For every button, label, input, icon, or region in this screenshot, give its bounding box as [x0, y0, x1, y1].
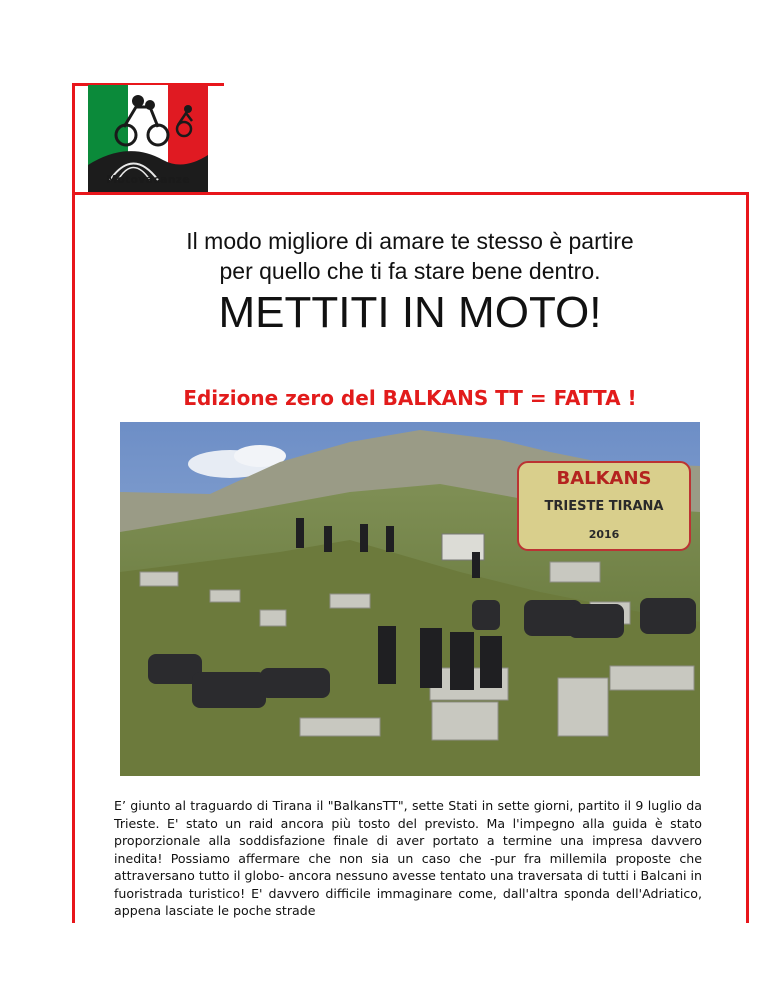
frame-right	[746, 192, 749, 923]
headline: METTITI IN MOTO!	[218, 288, 602, 337]
frame-top	[72, 192, 749, 195]
quote-line-1: Il modo migliore di amare te stesso è partire	[186, 228, 634, 254]
motovacanze-logo	[88, 85, 208, 192]
badge-title: BALKANS	[556, 468, 652, 489]
badge-year: 2016	[588, 528, 620, 541]
mountain-landscape-image	[120, 422, 700, 776]
badge-text: TRIESTE TIRANA	[544, 499, 664, 514]
edition-title: Edizione zero del BALKANS TT = FATTA !	[183, 386, 637, 410]
frame-left	[72, 83, 75, 923]
rally-photo	[120, 422, 700, 776]
article-paragraph: E’ giunto al traguardo di Tirana il "BalkansTT", sette Stati in sette giorni, partito il 9 luglio da Trieste. E' stato un raid ancora più tosto del previsto. Ma l'impegno alla guida è stato proporzionale alla soddisfazione finale di aver portato a termine una impresa davvero inedita! Possiamo affermare che non sia un caso che -pur fra millemila proposte che attraversano tutto il globo- ancora nessuno avesse tentato una traversata di tutti i Balcani in fuoristrada turistico! E' davvero difficile immaginare come, dall'altra sponda dell'Adriatico, appena lasciate le poche strade	[114, 798, 702, 918]
logo-brand-text: Motovacanze	[106, 173, 190, 186]
quote-line-2: per quello che ti fa stare bene dentro.	[219, 258, 601, 284]
